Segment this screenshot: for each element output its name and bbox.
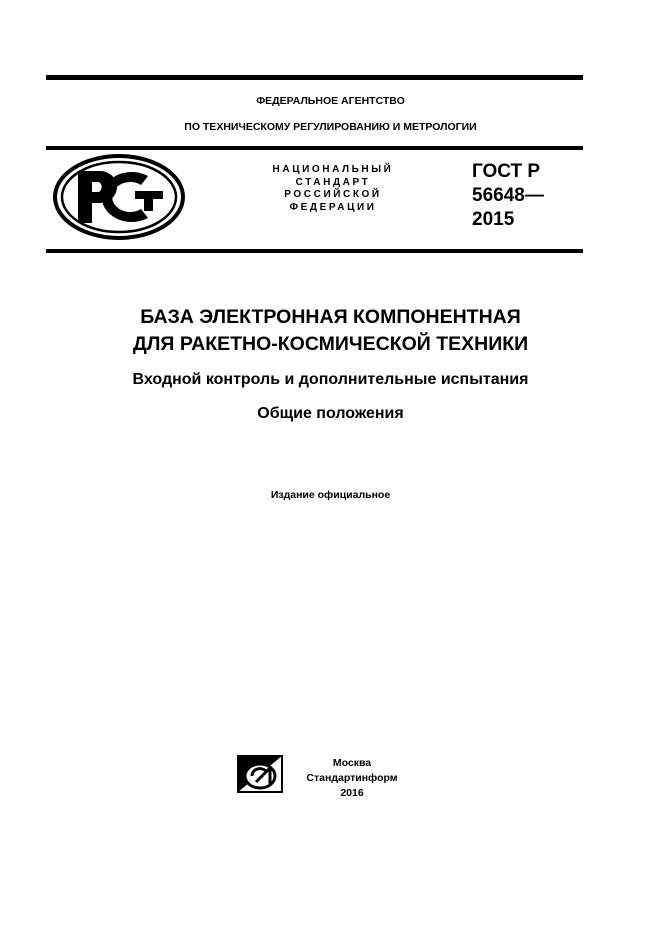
agency-line-2: ПО ТЕХНИЧЕСКОМУ РЕГУЛИРОВАНИЮ И МЕТРОЛОГИИ [184,121,477,133]
publisher-year: 2016 [340,787,364,799]
top-rule [46,75,583,80]
subtitle-1: Входной контроль и дополнительные испытания [132,371,529,388]
national-standard-line-2: СТАНДАРТ [295,176,371,188]
title-line-1: БАЗА ЭЛЕКТРОННАЯ КОМПОНЕНТНАЯ [140,306,521,328]
subtitle-2: Общие положения [257,405,404,422]
publisher-name: Стандартинформ [306,772,398,784]
header-rule-top [46,146,583,150]
national-standard-line-4: ФЕДЕРАЦИИ [289,201,377,213]
header-rule-bottom [46,249,583,253]
publisher-block [300,756,404,801]
document-title [0,304,661,358]
gost-line-3: 2015 [472,209,515,230]
edition-label: Издание официальное [270,489,391,501]
rst-conformity-mark-icon [52,154,186,240]
gost-line-2: 56648— [472,185,544,206]
national-standard-line-3: РОССИЙСКОЙ [284,189,382,200]
publisher-city: Москва [332,757,372,769]
national-standard-label [262,164,404,214]
gost-designation [472,160,544,232]
national-standard-line-1: НАЦИОНАЛЬНЫЙ [272,164,394,175]
standartinform-logo-icon [234,752,286,796]
agency-line-1: ФЕДЕРАЛЬНОЕ АГЕНТСТВО [256,95,405,107]
gost-line-1: ГОСТ Р [472,161,541,182]
title-line-2: ДЛЯ РАКЕТНО-КОСМИЧЕСКОЙ ТЕХНИКИ [132,333,529,355]
